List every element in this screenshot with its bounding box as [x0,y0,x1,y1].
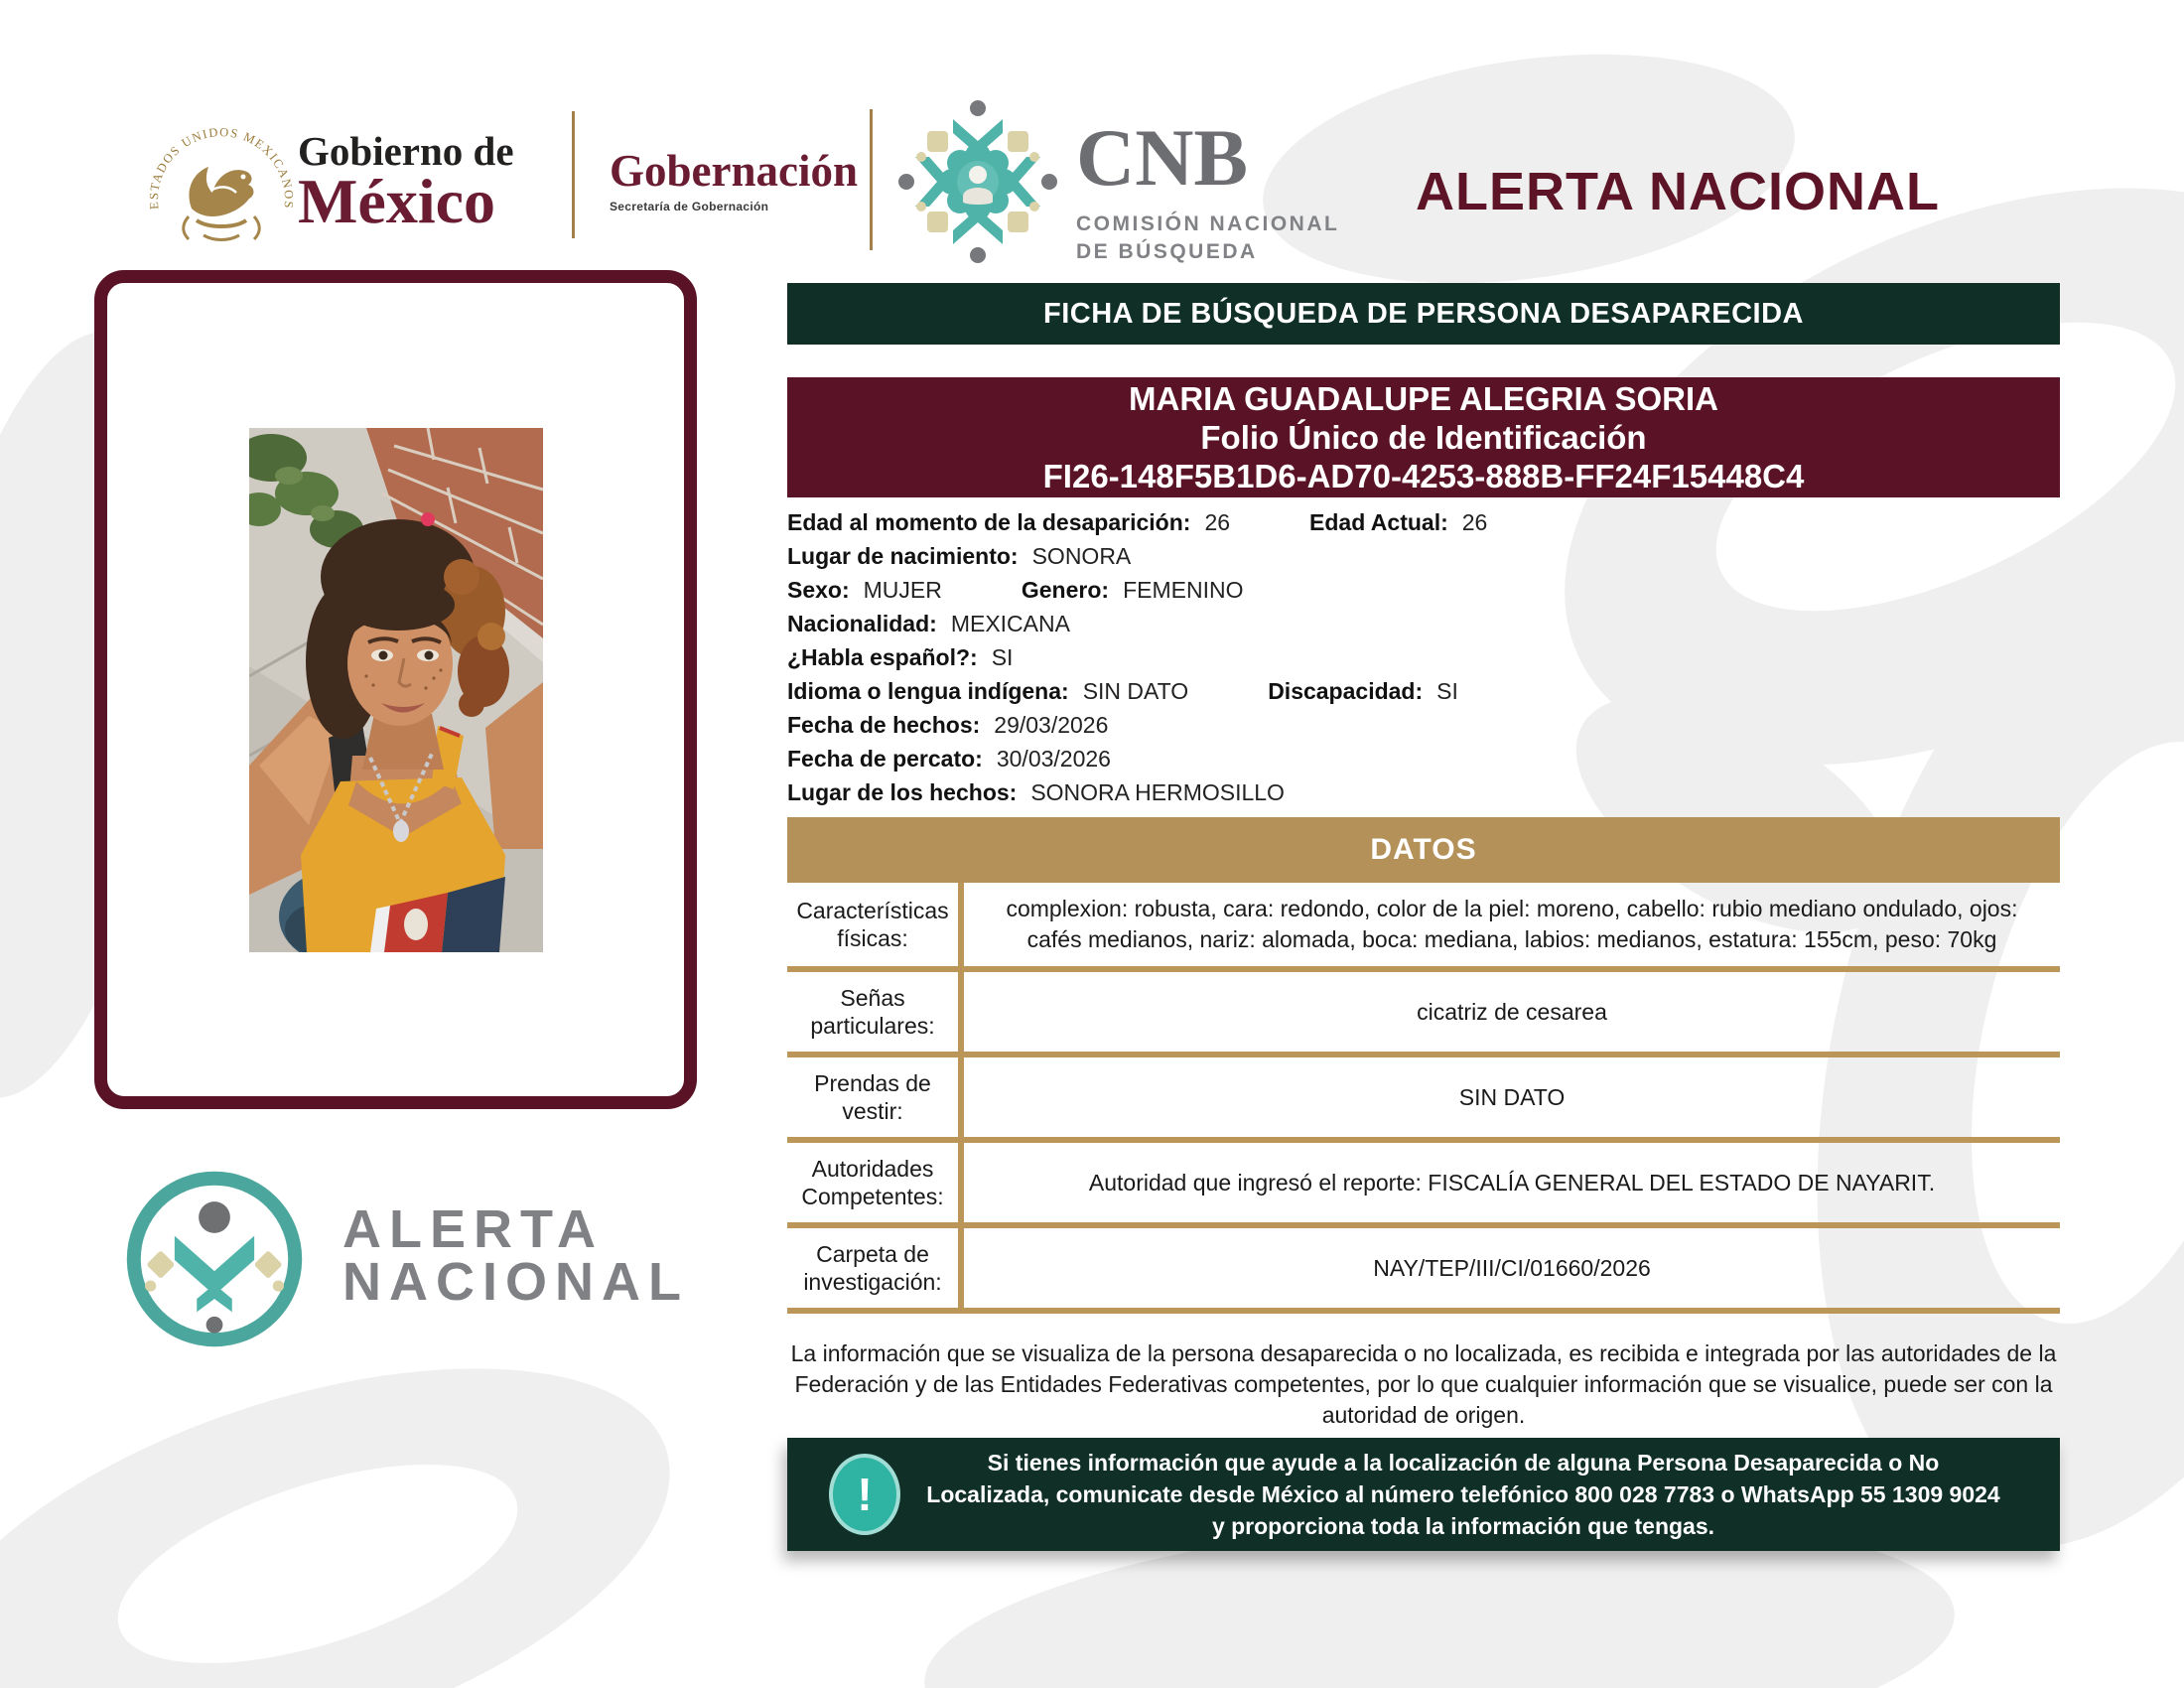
photo-frame [94,270,697,1109]
person-name: MARIA GUADALUPE ALEGRIA SORIA [1129,380,1718,417]
svg-text:ESTADOS UNIDOS MEXICANOS: ESTADOS UNIDOS MEXICANOS [147,125,296,211]
gobernacion-logo [610,147,858,213]
person-fields [787,511,2060,815]
gobernacion-text: Gobernación [610,146,859,196]
field-lugar-hechos: Lugar de los hechos: SONORA HERMOSILLO [787,779,1285,805]
row-value: cicatriz de cesarea [958,972,2060,1052]
folio-label: Folio Único de Identificación [1200,419,1647,456]
gobernacion-subtext: Secretaría de Gobernación [610,200,769,213]
gobierno-de-mexico-logo [298,128,514,236]
contact-banner [787,1438,2060,1551]
table-row [787,1137,2060,1222]
row-value: SIN DATO [958,1057,2060,1137]
field-sexo-genero: Sexo: MUJER Genero: FEMENINO [787,577,1244,603]
row-label: Características físicas: [796,898,949,951]
alerta-logo-line2: NACIONAL [342,1252,689,1312]
row-value: complexion: robusta, cara: redondo, color de la piel: moreno, cabello: rubio mediano ondulado, ojos: cafés medianos, nariz: alomada, boca: mediana, labios: medianos, estatura: 155cm, peso: 70kg [958,883,2060,966]
folio-value: FI26-148F5B1D6-AD70-4253-888B-FF24F15448C4 [1042,458,1805,494]
mexico-text: México [298,166,495,236]
cnb-wordmark [1076,112,1340,266]
row-label: Carpeta de investigación: [803,1241,942,1295]
field-lugar-nacimiento: Lugar de nacimiento: SONORA [787,543,1132,569]
person-photo [249,428,543,952]
alerta-nacional-logo-text [342,1199,689,1312]
table-row [787,1052,2060,1137]
exclamation-icon: ! [829,1454,900,1535]
field-fecha-hechos: Fecha de hechos: 29/03/2026 [787,712,1109,738]
datos-header: DATOS [787,817,2060,883]
row-label: Señas particulares: [810,985,935,1039]
field-nacionalidad: Nacionalidad: MEXICANA [787,611,1070,636]
table-row [787,1222,2060,1308]
datos-table [787,883,2060,1314]
header-divider [572,111,575,238]
header-divider [870,109,873,250]
row-label: Prendas de vestir: [814,1070,931,1124]
row-value: NAY/TEP/III/CI/01660/2026 [958,1228,2060,1308]
field-habla-espanol: ¿Habla español?: SI [787,644,1014,670]
table-row [787,883,2060,966]
field-fecha-percato: Fecha de percato: 30/03/2026 [787,746,1111,772]
alerta-nacional-logo-icon [117,1162,312,1356]
disclaimer-text: La información que se visualiza de la persona desaparecida o no localizada, es recibida e integrada por las autoridades de la Federación y de las Entidades Federativas competentes, por lo que cualquier información que se visualice, puede ser con la autoridad de origen. [790,1340,2057,1428]
page-title: ALERTA NACIONAL [1416,162,1940,221]
field-idioma-discapacidad: Idioma o lengua indígena: SIN DATO Discapacidad: SI [787,678,1458,704]
alerta-logo-line1: ALERTA [342,1199,604,1259]
cnb-acronym-text: CNB [1076,112,1249,203]
cnb-subtitle-line2: DE BÚSQUEDA [1076,240,1258,263]
field-edad: Edad al momento de la desaparición: 26 Edad Actual: 26 [787,509,1488,535]
person-banner [787,377,2060,497]
row-value: Autoridad que ingresó el reporte: FISCALÍA GENERAL DEL ESTADO DE NAYARIT. [958,1143,2060,1222]
ficha-title-banner: FICHA DE BÚSQUEDA DE PERSONA DESAPARECIDA [787,283,2060,345]
gobierno-de-text: Gobierno de [298,128,514,174]
table-row [787,966,2060,1052]
mexico-eagle-seal-icon [147,117,296,266]
cnb-emblem-icon [893,97,1062,266]
row-label: Autoridades Competentes: [801,1156,944,1209]
cnb-subtitle-line1: COMISIÓN NACIONAL [1076,212,1340,235]
contact-text: Si tienes información que ayude a la localización de alguna Persona Desaparecida o No Localizada, comunicate desde México al número telefónico 800 028 7783 o WhatsApp 55 1309 9024 y proporciona toda la información que tengas. [926,1450,2000,1539]
